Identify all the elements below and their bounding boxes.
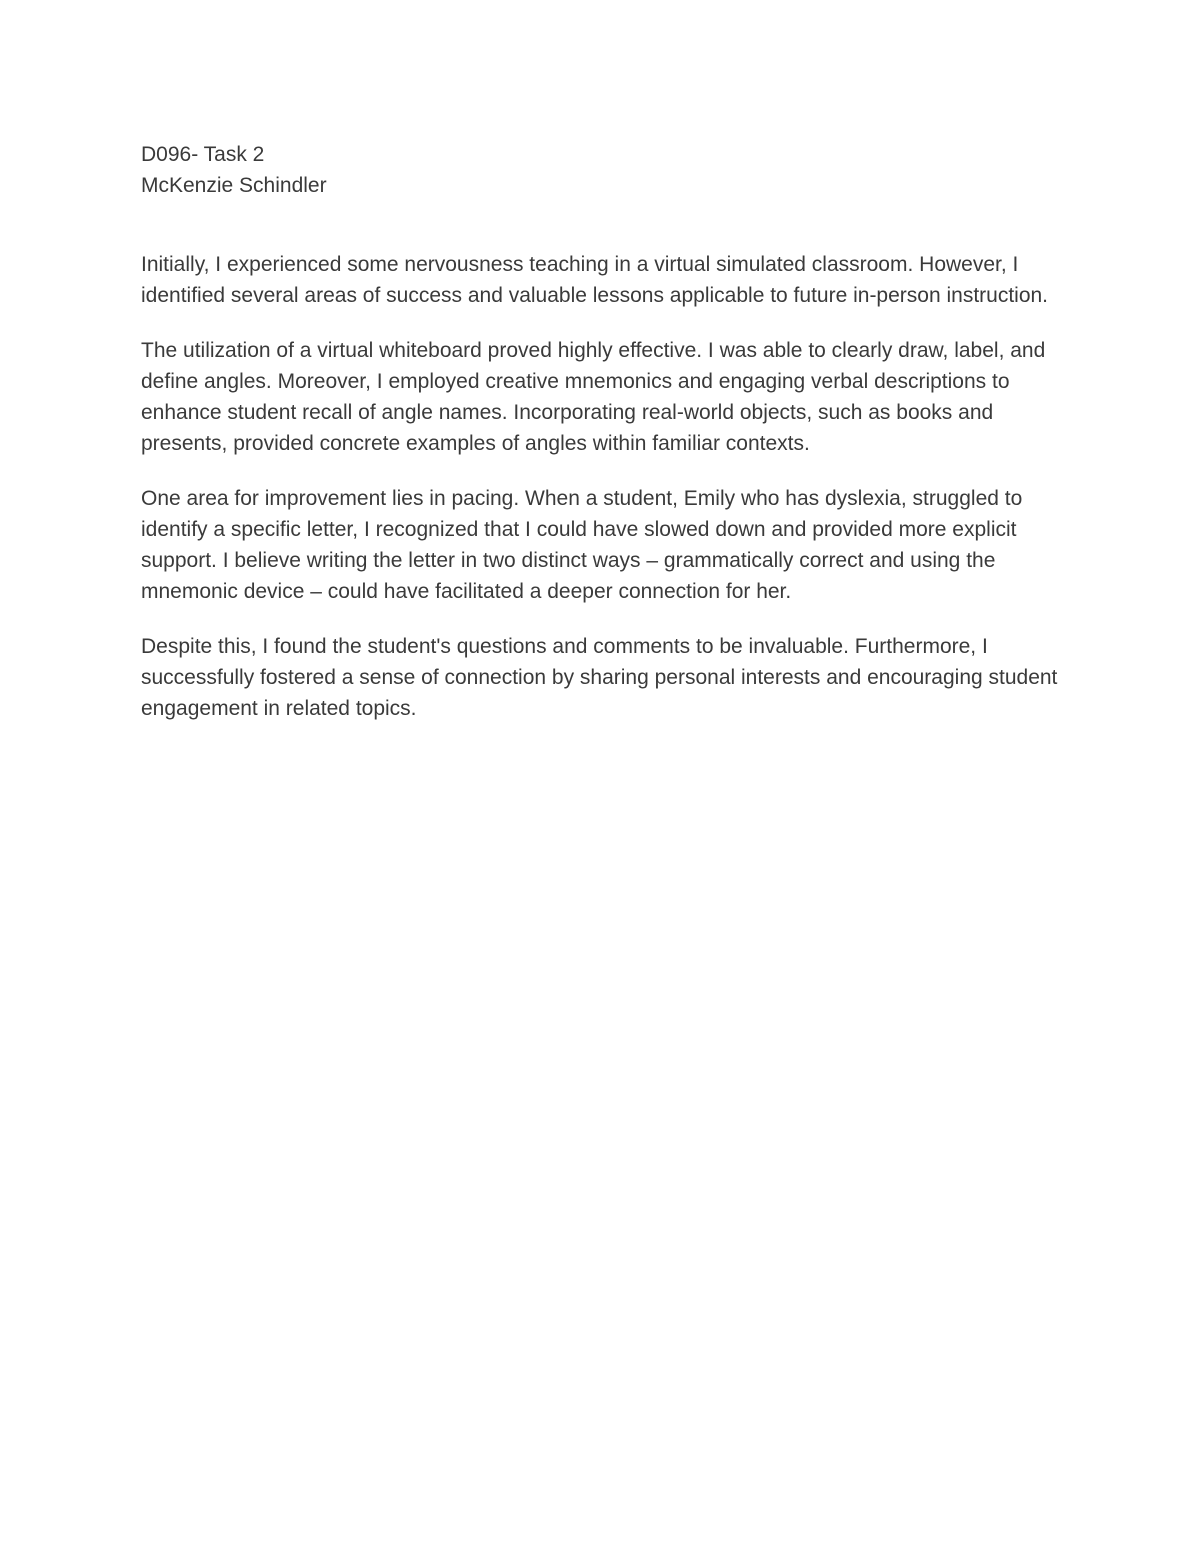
paragraph-improvement: One area for improvement lies in pacing. When a student, Emily who has dyslexia, struggled to identify a specific letter, I recognized that I could have slowed down and provided more explicit support. I believe writing the letter in two distinct ways – grammatically correct and using the mnemonic device – could have facilitated a deeper connection for her.: [141, 487, 1023, 603]
course-task-title: D096- Task 2: [141, 143, 265, 166]
paragraph-intro: Initially, I experienced some nervousness teaching in a virtual simulated classroom. However, I identified several areas of success and valuable lessons applicable to future in-person instruction.: [141, 253, 1049, 307]
paragraph-whiteboard: The utilization of a virtual whiteboard proved highly effective. I was able to clearly draw, label, and define angles. Moreover, I employed creative mnemonics and engaging verbal descriptions to enhance student recall of angle names. Incorporating real-world objects, such as books and presents, provided concrete examples of angles within familiar contexts.: [141, 339, 1046, 455]
document-body: [141, 249, 1071, 724]
author-name: McKenzie Schindler: [141, 174, 327, 197]
paragraph-conclusion: Despite this, I found the student's questions and comments to be invaluable. Furthermore, I successfully fostered a sense of connection by sharing personal interests and encouraging student engagement in related topics.: [141, 635, 1058, 720]
document-content: [141, 139, 1071, 748]
